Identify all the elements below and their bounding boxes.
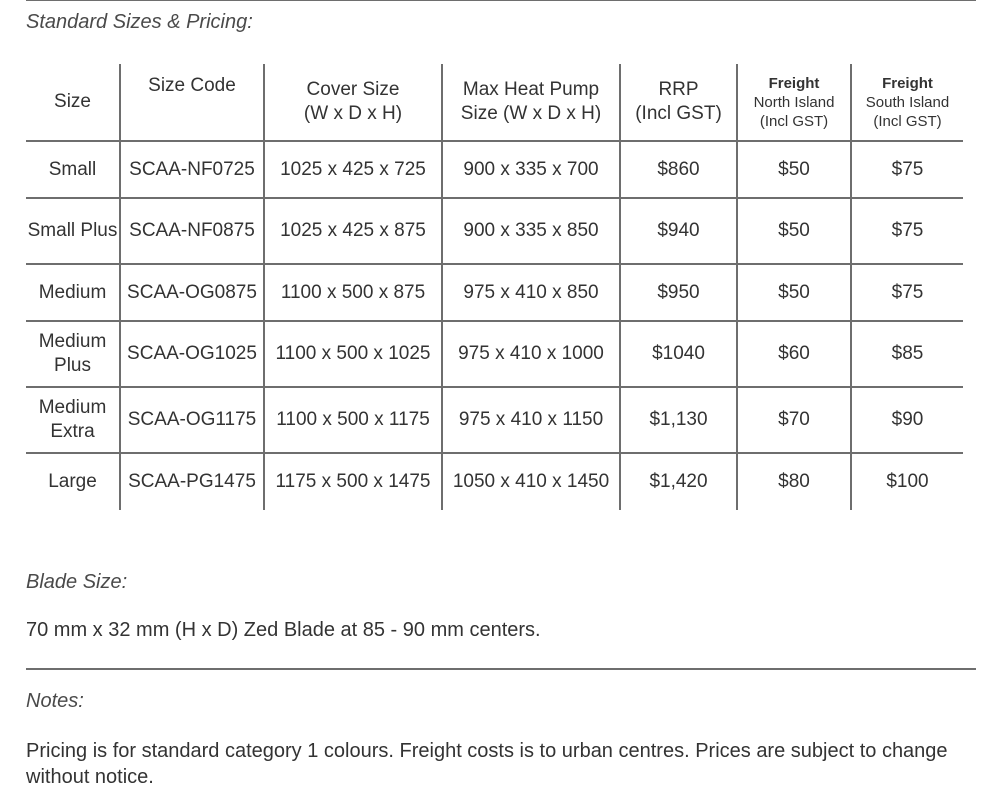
header-rrp bbox=[620, 64, 737, 141]
notes-text: Pricing is for standard category 1 colours. Freight costs is to urban centres. Prices are subject to change without notice. bbox=[26, 740, 948, 788]
cell-size: Medium Plus bbox=[26, 321, 120, 387]
table-row bbox=[26, 198, 963, 264]
cell-rrp: $1,420 bbox=[620, 453, 737, 510]
cell-cover-size: 1175 x 500 x 1475 bbox=[264, 453, 442, 510]
header-cover-size-line-2: (W x D x H) bbox=[303, 103, 403, 124]
cell-size-code: SCAA-NF0875 bbox=[120, 198, 264, 264]
header-size bbox=[26, 64, 120, 141]
cell-freight-south: $85 bbox=[851, 321, 963, 387]
cell-size: Large bbox=[26, 453, 120, 510]
cell-max-heat-pump: 975 x 410 x 1000 bbox=[442, 321, 620, 387]
blade-size-heading: Blade Size: bbox=[26, 571, 128, 593]
header-max-heat-pump-line-2: Size (W x D x H) bbox=[460, 103, 602, 124]
cell-rrp: $950 bbox=[620, 264, 737, 321]
header-rrp-line-2: (Incl GST) bbox=[635, 103, 722, 124]
header-freight-south bbox=[851, 64, 963, 141]
table-row bbox=[26, 387, 963, 453]
cell-freight-south: $75 bbox=[851, 198, 963, 264]
header-freight-north bbox=[737, 64, 851, 141]
cell-cover-size: 1100 x 500 x 875 bbox=[264, 264, 442, 321]
table-row bbox=[26, 141, 963, 198]
cell-freight-north: $70 bbox=[737, 387, 851, 453]
table-header-row bbox=[26, 64, 963, 141]
cell-rrp: $1,130 bbox=[620, 387, 737, 453]
cell-freight-north: $50 bbox=[737, 264, 851, 321]
notes-heading: Notes: bbox=[26, 690, 84, 712]
cell-size-code: SCAA-OG1025 bbox=[120, 321, 264, 387]
cell-size-code: SCAA-OG1175 bbox=[120, 387, 264, 453]
cell-size: Medium bbox=[26, 264, 120, 321]
cell-freight-north: $50 bbox=[737, 198, 851, 264]
top-divider bbox=[26, 0, 976, 1]
header-size-code bbox=[120, 64, 264, 141]
cell-cover-size: 1025 x 425 x 875 bbox=[264, 198, 442, 264]
cell-max-heat-pump: 900 x 335 x 850 bbox=[442, 198, 620, 264]
cell-cover-size: 1100 x 500 x 1025 bbox=[264, 321, 442, 387]
header-freight-south-line-2: South Island bbox=[865, 93, 950, 111]
cell-freight-south: $90 bbox=[851, 387, 963, 453]
cell-size: Small Plus bbox=[26, 198, 120, 264]
header-cover-size bbox=[264, 64, 442, 141]
cell-rrp: $940 bbox=[620, 198, 737, 264]
cell-size: Medium Extra bbox=[26, 387, 120, 453]
table-row bbox=[26, 453, 963, 510]
cell-freight-south: $75 bbox=[851, 141, 963, 198]
cell-size: Small bbox=[26, 141, 120, 198]
cell-freight-north: $60 bbox=[737, 321, 851, 387]
header-cover-size-line-1: Cover Size bbox=[306, 79, 400, 100]
cell-size-code: SCAA-NF0725 bbox=[120, 141, 264, 198]
cell-max-heat-pump: 1050 x 410 x 1450 bbox=[442, 453, 620, 510]
cell-freight-south: $75 bbox=[851, 264, 963, 321]
section-divider bbox=[26, 668, 976, 670]
pricing-table bbox=[26, 64, 963, 510]
cell-max-heat-pump: 975 x 410 x 1150 bbox=[442, 387, 620, 453]
cell-max-heat-pump: 900 x 335 x 700 bbox=[442, 141, 620, 198]
header-freight-south-line-3: (Incl GST) bbox=[873, 112, 942, 130]
header-freight-north-line-2: North Island bbox=[753, 93, 835, 111]
cell-size-code: SCAA-OG0875 bbox=[120, 264, 264, 321]
header-rrp-line-1: RRP bbox=[658, 79, 699, 100]
table-row bbox=[26, 321, 963, 387]
pricing-heading: Standard Sizes & Pricing: bbox=[26, 11, 253, 33]
cell-cover-size: 1025 x 425 x 725 bbox=[264, 141, 442, 198]
header-size-code-label: Size Code bbox=[148, 75, 236, 96]
cell-cover-size: 1100 x 500 x 1175 bbox=[264, 387, 442, 453]
header-max-heat-pump bbox=[442, 64, 620, 141]
header-freight-south-line-1: Freight bbox=[882, 74, 933, 92]
cell-rrp: $1040 bbox=[620, 321, 737, 387]
blade-size-text: 70 mm x 32 mm (H x D) Zed Blade at 85 - 90 mm centers. bbox=[26, 619, 541, 641]
cell-freight-north: $50 bbox=[737, 141, 851, 198]
header-freight-north-line-3: (Incl GST) bbox=[759, 112, 829, 130]
cell-freight-south: $100 bbox=[886, 471, 929, 492]
header-max-heat-pump-line-1: Max Heat Pump bbox=[462, 79, 600, 100]
cell-rrp: $860 bbox=[620, 141, 737, 198]
cell-size-code: SCAA-PG1475 bbox=[120, 453, 264, 510]
cell-freight-north: $80 bbox=[737, 453, 851, 510]
header-freight-north-line-1: Freight bbox=[768, 74, 820, 92]
header-size-label: Size bbox=[54, 91, 91, 112]
table-row bbox=[26, 264, 963, 321]
cell-max-heat-pump: 975 x 410 x 850 bbox=[442, 264, 620, 321]
